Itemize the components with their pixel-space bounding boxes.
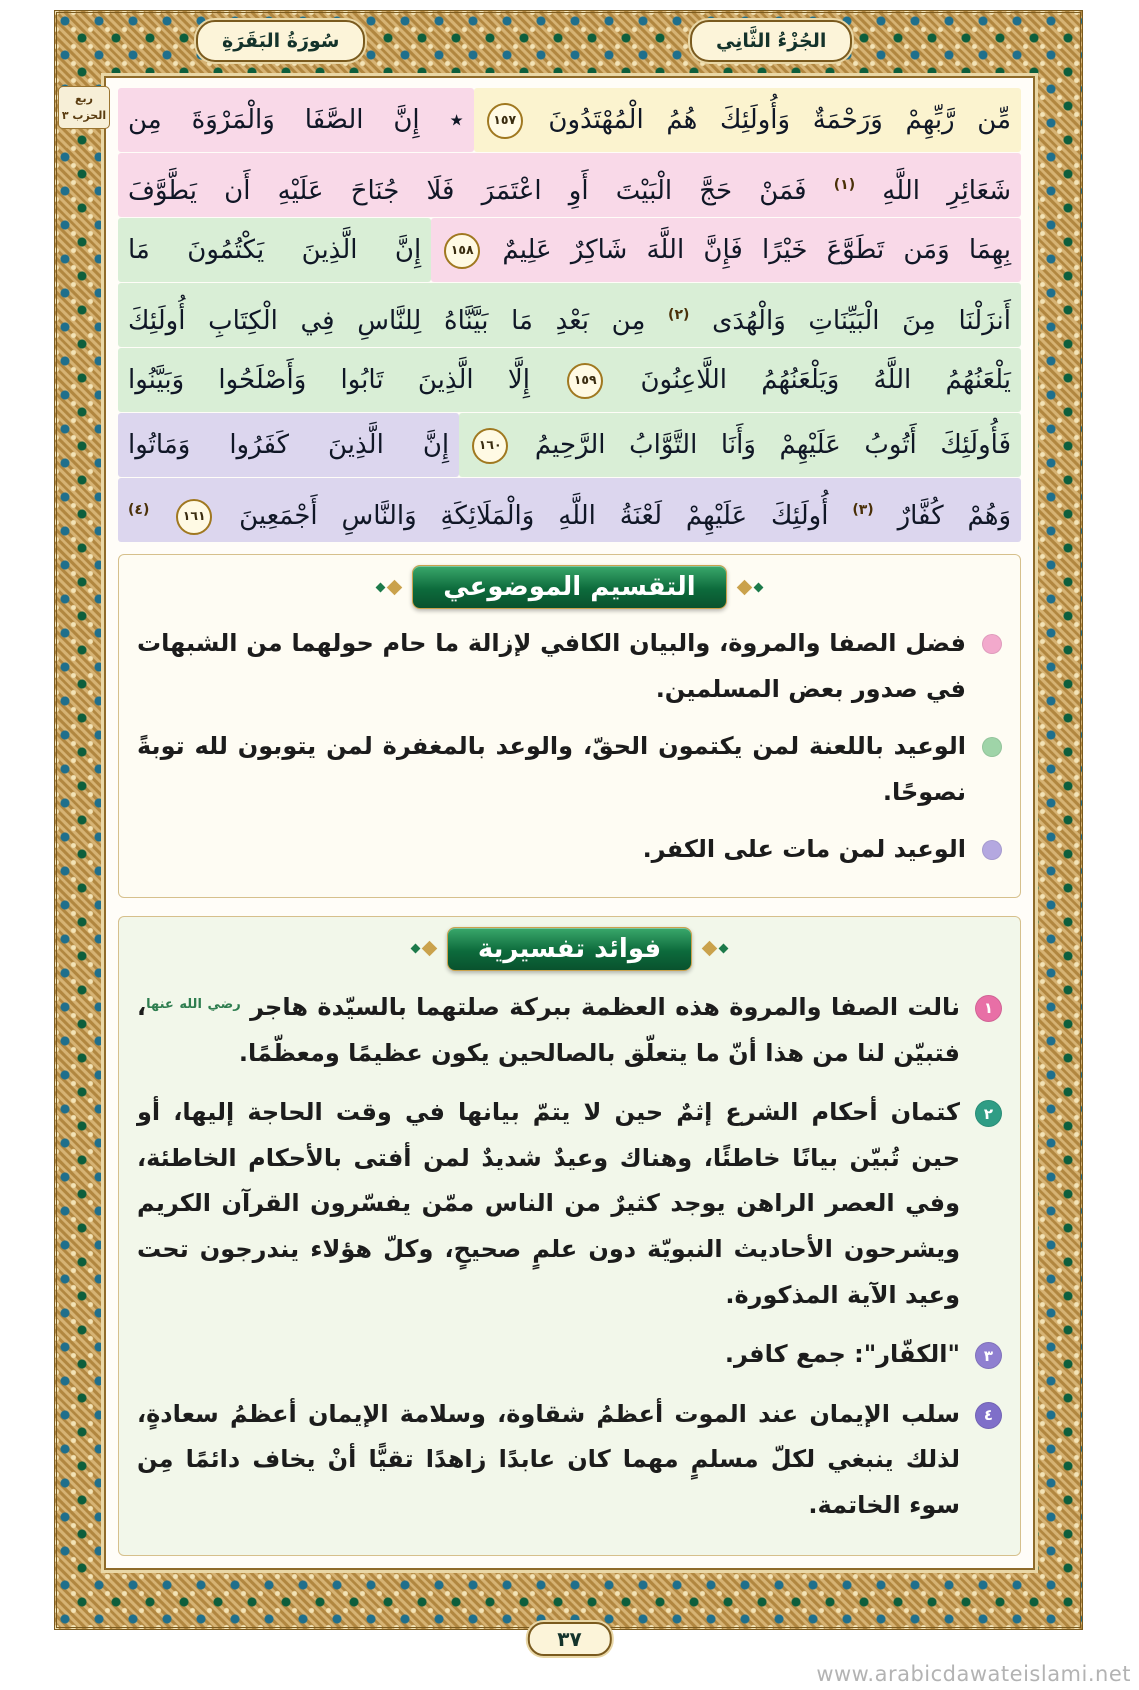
page-content — [104, 76, 1035, 1570]
ayah-number-badge: ١٥٨ — [444, 233, 480, 269]
honorific-mark: رضي الله عنها — [146, 996, 241, 1012]
verse-segment — [431, 218, 1021, 282]
benefit-item — [137, 985, 1002, 1076]
banner-ornament-icon — [739, 582, 762, 593]
section-banner — [412, 927, 727, 971]
section-title: فوائد تفسيرية — [447, 927, 692, 971]
benefit-number-badge: ٤ — [975, 1402, 1002, 1429]
verse-segment — [474, 88, 1021, 152]
bullet-dot-icon — [982, 840, 1002, 860]
banner-ornament-icon — [377, 582, 400, 593]
page-number-cartouche — [527, 1622, 611, 1656]
benefit-text-part: نالت الصفا والمروة هذه العظمة ببركة صلتهما بالسيّدة هاجر — [250, 992, 961, 1021]
footnote-ref: (٢) — [668, 307, 690, 323]
quran-line — [118, 153, 1021, 217]
banner-ornament-icon — [704, 943, 727, 954]
hizb-quarter-marker: ربع الحزب ٣ — [58, 86, 110, 129]
verse-text: ٭ إِنَّ الصَّفَا وَالْمَرْوَةَ مِن — [127, 105, 464, 135]
ayah-number-badge: ١٥٧ — [487, 103, 523, 139]
juz-title-cartouche — [690, 20, 852, 62]
verse-text: بِهِمَا وَمَن تَطَوَّعَ خَيْرًا فَإِنَّ اللَّهَ شَاكِرٌ عَلِيمٌ — [502, 235, 1012, 265]
verse-text: إِلَّا الَّذِينَ تَابُوا وَأَصْلَحُوا وَبَيَّنُوا — [128, 365, 530, 395]
surah-title: سُورَةُ البَقَرَةِ — [222, 30, 340, 52]
surah-title-cartouche — [196, 20, 365, 62]
topics-panel — [118, 554, 1021, 898]
verse-text: أُولَئِكَ عَلَيْهِمْ لَعْنَةُ اللَّهِ وَالْمَلَائِكَةِ وَالنَّاسِ أَجْمَعِينَ — [239, 501, 829, 531]
verse-text: إِنَّ الَّذِينَ كَفَرُوا وَمَاتُوا — [128, 430, 450, 460]
verse-segment — [118, 153, 1021, 217]
verse-text: أَنزَلْنَا مِنَ الْبَيِّنَاتِ وَالْهُدَى — [712, 306, 1011, 336]
quran-line — [118, 348, 1021, 412]
ayah-number-badge: ١٦٠ — [472, 428, 508, 464]
verse-segment — [118, 413, 459, 477]
quran-line — [118, 413, 1021, 477]
bullet-dot-icon — [982, 634, 1002, 654]
quran-line — [118, 283, 1021, 347]
verse-segment — [118, 348, 1021, 412]
ayah-number-badge: ١٥٩ — [567, 363, 603, 399]
topic-bullet-item — [137, 724, 1002, 815]
verse-text: فَمَنْ حَجَّ الْبَيْتَ أَوِ اعْتَمَرَ فَلَا جُنَاحَ عَلَيْهِ أَن يَطَّوَّفَ — [128, 176, 807, 206]
quran-line — [118, 88, 1021, 152]
ayah-number-badge: ١٦١ — [176, 499, 212, 535]
verse-text: فَأُولَئِكَ أَتُوبُ عَلَيْهِمْ وَأَنَا التَّوَّابُ الرَّحِيمُ — [534, 430, 1012, 460]
topic-text: فضل الصفا والمروة، والبيان الكافي لإزالة ما حام حولهما من الشبهات في صدور بعض المسلمين. — [137, 629, 966, 703]
bullet-dot-icon — [982, 737, 1002, 757]
page-number: ٣٧ — [557, 1627, 582, 1651]
verse-text: يَلْعَنُهُمُ اللَّهُ وَيَلْعَنُهُمُ اللَّاعِنُونَ — [640, 365, 1011, 395]
section-title: التقسيم الموضوعي — [412, 565, 726, 609]
benefit-item — [137, 1090, 1002, 1318]
quran-line — [118, 218, 1021, 282]
verse-segment — [459, 413, 1021, 477]
benefit-item — [137, 1392, 1002, 1529]
benefit-text-part: ، فتبيّن لنا من هذا أنّ ما يتعلّق بالصالحين يكون عظيمًا ومعظّمًا. — [137, 992, 960, 1067]
verse-text: مِن بَعْدِ مَا بَيَّنَّاهُ لِلنَّاسِ فِي الْكِتَابِ أُولَئِكَ — [128, 306, 646, 336]
verse-segment — [118, 478, 1021, 542]
footnote-ref: (٤) — [128, 502, 150, 518]
benefit-number-badge: ١ — [975, 995, 1002, 1022]
verse-text: مِّن رَّبِّهِمْ وَرَحْمَةٌ وَأُولَئِكَ هُمُ الْمُهْتَدُونَ — [548, 105, 1012, 135]
watermark-url: www.arabicdawateislami.net — [816, 1662, 1131, 1686]
benefit-text: كتمان أحكام الشرع إثمٌ حين لا يتمّ بيانها في وقت الحاجة إليها، أو حين تُبيّن بيانًا خاطئًا، وهناك وعيدٌ شديدٌ لمن أفتى بالأحكام الخاطئة، وفي العصر الراهن يوجد كثيرٌ من الناس ممّن يفسّرون القرآن الكريم ويشرحون الأحاديث النبويّة دون علمٍ صحيحٍ، وكلّ هؤلاء يندرجون تحت وعيد الآية المذكورة. — [137, 1098, 960, 1309]
benefit-item — [137, 1332, 1002, 1378]
verse-segment — [118, 283, 1021, 347]
topic-bullet-item — [137, 827, 1002, 873]
verse-segment — [118, 88, 474, 152]
benefit-text — [137, 985, 960, 1076]
quran-line — [118, 478, 1021, 542]
juz-title: الجُزْءُ الثَّانِي — [716, 30, 827, 52]
footnote-ref: (٣) — [852, 502, 874, 518]
footnote-ref: (١) — [833, 177, 856, 193]
verse-text: إِنَّ الَّذِينَ يَكْتُمُونَ مَا — [128, 235, 422, 265]
benefit-text: سلب الإيمان عند الموت أعظمُ شقاوة، وسلامة الإيمان أعظمُ سعادةٍ، لذلك ينبغي لكلّ مسلمٍ مهما كان عابدًا زاهدًا تقيًّا أنْ يخاف دائمًا مِن سوء الخاتمة. — [137, 1399, 960, 1519]
topic-bullet-item — [137, 621, 1002, 712]
verse-segment — [118, 218, 431, 282]
topic-text: الوعيد باللعنة لمن يكتمون الحقّ، والوعد بالمغفرة لمن يتوبون لله توبةً نصوحًا. — [137, 732, 966, 806]
topic-text: الوعيد لمن مات على الكفر. — [642, 835, 966, 864]
benefits-panel — [118, 916, 1021, 1556]
verse-text: شَعَائِرِ اللَّهِ — [882, 176, 1011, 206]
benefit-number-badge: ٢ — [975, 1100, 1002, 1127]
benefit-number-badge: ٣ — [975, 1342, 1002, 1369]
benefit-text: "الكفّار": جمع كافر. — [724, 1340, 960, 1369]
section-banner — [377, 565, 761, 609]
quran-text-block — [118, 88, 1021, 542]
banner-ornament-icon — [412, 943, 435, 954]
verse-text: وَهُمْ كُفَّارٌ — [897, 501, 1012, 531]
